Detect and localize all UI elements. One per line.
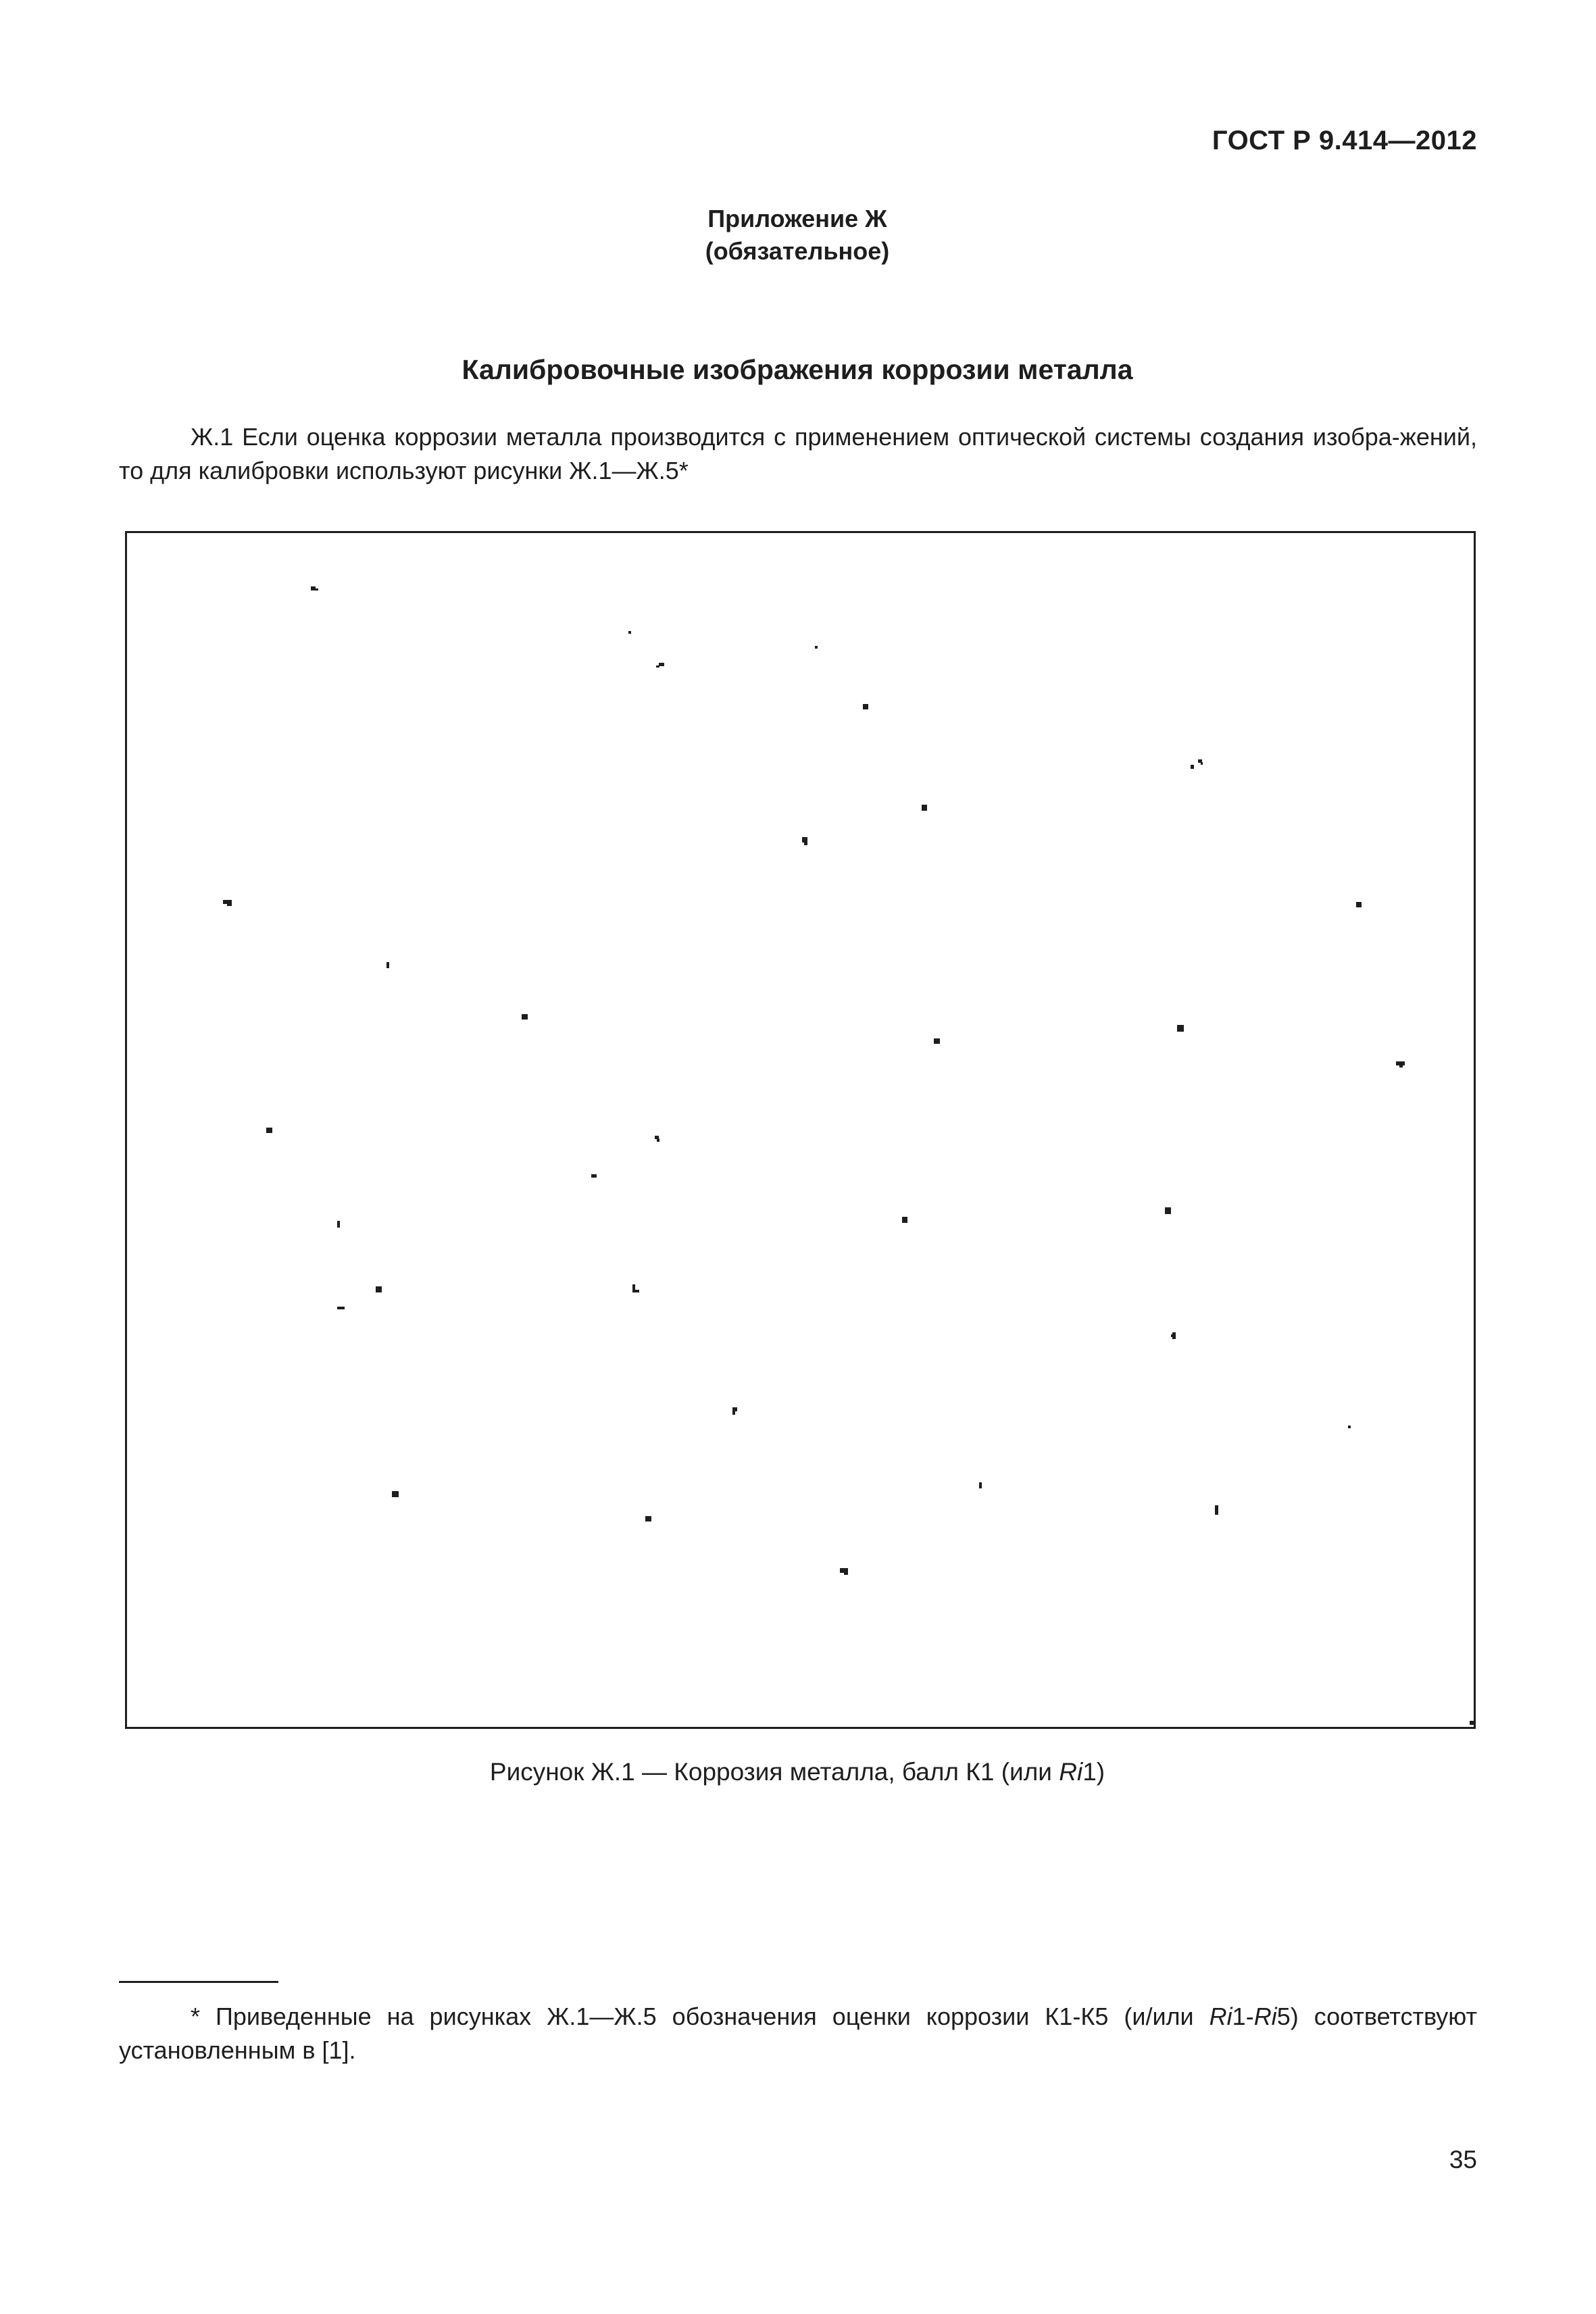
caption-suffix: 1) <box>1082 1758 1105 1786</box>
corrosion-spots <box>223 586 1474 1725</box>
footnote-part3: 5) соответствуют установленным в [1]. <box>119 2003 1477 2064</box>
document-code: ГОСТ Р 9.414—2012 <box>1212 126 1477 155</box>
footnote-part1: * Приведенные на рисунках Ж.1—Ж.5 обозначения оценки коррозии К1-К5 (и/или <box>191 2003 1210 2030</box>
footnote <box>119 2000 1477 2067</box>
appendix-status: (обязательное) <box>705 237 890 265</box>
footnote-italic1: Ri <box>1209 2003 1232 2030</box>
caption-italic: Ri <box>1059 1758 1083 1786</box>
page-number: 35 <box>1449 2146 1477 2173</box>
caption-prefix: Рисунок Ж.1 — Коррозия металла, балл К1 (или <box>489 1758 1059 1786</box>
body-paragraph: Ж.1 Если оценка коррозии металла производится с применением оптической системы создания изобра-жений, то для калибровки используют рисунки Ж.1—Ж.5* <box>119 423 1477 484</box>
footnote-divider <box>119 1981 278 1983</box>
appendix-title: Приложение Ж <box>707 205 887 232</box>
footnote-part2: 1- <box>1232 2003 1254 2030</box>
corrosion-calibration-figure <box>125 531 1476 1729</box>
section-title: Калибровочные изображения коррозии металла <box>462 354 1133 385</box>
corrosion-spots-image <box>127 533 1474 1727</box>
footnote-italic2: Ri <box>1253 2003 1277 2030</box>
